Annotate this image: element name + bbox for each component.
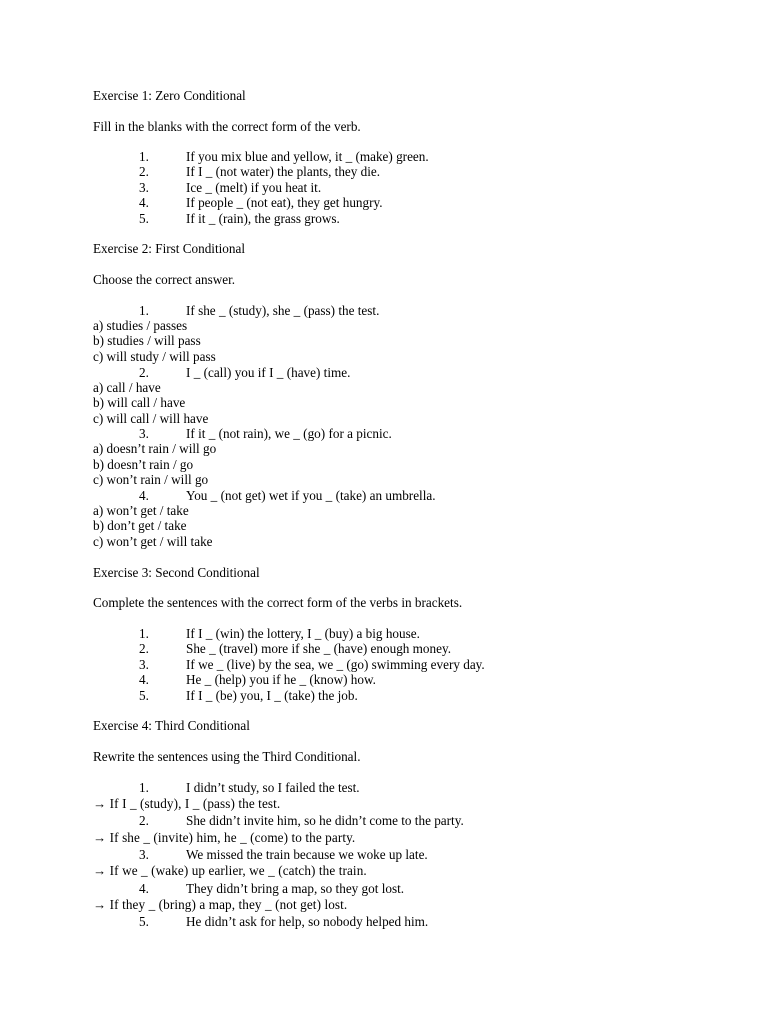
exercise-2-item-4-option-c: c) won’t get / will take <box>93 534 213 549</box>
exercise-2-item-1-option-c: c) will study / will pass <box>93 349 216 364</box>
exercise-1-item-4-number: 4. <box>139 195 149 210</box>
exercise-4-item-1-rewrite: → If I _ (study), I _ (pass) the test. <box>93 796 281 811</box>
exercise-4-item-3-rewrite: → If we _ (wake) up earlier, we _ (catch) the train. <box>93 863 367 878</box>
exercise-2-item-1-option-a: a) studies / passes <box>93 318 188 333</box>
exercise-2-item-2-number: 2. <box>139 365 149 380</box>
exercise-4-title: Exercise 4: Third Conditional <box>93 718 250 733</box>
exercise-2-title: Exercise 2: First Conditional <box>93 241 246 256</box>
exercise-3-item-3-number: 3. <box>139 657 149 672</box>
exercise-1-instruction: Fill in the blanks with the correct form of the verb. <box>93 119 361 134</box>
exercise-4-item-5-text: He didn’t ask for help, so nobody helped him. <box>186 914 429 929</box>
exercise-4-item-1-text: I didn’t study, so I failed the test. <box>186 780 360 795</box>
exercise-2-item-2-option-a: a) call / have <box>93 380 161 395</box>
exercise-1-title: Exercise 1: Zero Conditional <box>93 88 246 103</box>
exercise-2-item-4-option-b: b) don’t get / take <box>93 518 187 533</box>
exercise-2-item-1-option-b: b) studies / will pass <box>93 333 201 348</box>
exercise-4-item-4-rewrite: → If they _ (bring) a map, they _ (not get) lost. <box>93 897 348 912</box>
exercise-2-item-3-text: If it _ (not rain), we _ (go) for a picnic. <box>186 426 392 441</box>
exercise-2-item-3-option-c: c) won’t rain / will go <box>93 472 209 487</box>
exercise-2-item-1-text: If she _ (study), she _ (pass) the test. <box>186 303 380 318</box>
exercise-3-item-1-number: 1. <box>139 626 149 641</box>
exercise-4-item-2-rewrite: → If she _ (invite) him, he _ (come) to the party. <box>93 830 356 845</box>
exercise-2-item-3-option-b: b) doesn’t rain / go <box>93 457 194 472</box>
exercise-4-item-2-text: She didn’t invite him, so he didn’t come to the party. <box>186 813 464 828</box>
exercise-3-item-2-number: 2. <box>139 641 149 656</box>
exercise-3-title: Exercise 3: Second Conditional <box>93 565 260 580</box>
exercise-2-item-4-option-a: a) won’t get / take <box>93 503 189 518</box>
exercise-4-item-3-text: We missed the train because we woke up late. <box>186 847 428 862</box>
exercise-2-item-2-text: I _ (call) you if I _ (have) time. <box>186 365 351 380</box>
exercise-2-item-4-text: You _ (not get) wet if you _ (take) an umbrella. <box>186 488 436 503</box>
exercise-1-item-2-number: 2. <box>139 164 149 179</box>
exercise-3-item-2-text: She _ (travel) more if she _ (have) enough money. <box>186 641 452 656</box>
exercise-3-item-5-text: If I _ (be) you, I _ (take) the job. <box>186 688 358 703</box>
exercise-2-item-3-number: 3. <box>139 426 149 441</box>
exercise-1-item-1-text: If you mix blue and yellow, it _ (make) green. <box>186 149 429 164</box>
exercise-4-item-4-number: 4. <box>139 881 149 896</box>
exercise-4-item-4-text: They didn’t bring a map, so they got lost. <box>186 881 405 896</box>
exercise-4-item-5-number: 5. <box>139 914 149 929</box>
exercise-1-item-2-text: If I _ (not water) the plants, they die. <box>186 164 381 179</box>
exercise-4-item-3-number: 3. <box>139 847 149 862</box>
exercise-4-instruction: Rewrite the sentences using the Third Conditional. <box>93 749 361 764</box>
exercise-1-item-5-number: 5. <box>139 211 149 226</box>
exercise-4-item-2-number: 2. <box>139 813 149 828</box>
exercise-2-item-2-option-b: b) will call / have <box>93 395 186 410</box>
exercise-1-item-3-number: 3. <box>139 180 149 195</box>
exercise-2-item-1-number: 1. <box>139 303 149 318</box>
exercise-1-item-1-number: 1. <box>139 149 149 164</box>
exercise-3-item-3-text: If we _ (live) by the sea, we _ (go) swimming every day. <box>186 657 485 672</box>
exercise-3-item-5-number: 5. <box>139 688 149 703</box>
exercise-2-item-2-option-c: c) will call / will have <box>93 411 209 426</box>
exercise-1-item-4-text: If people _ (not eat), they get hungry. <box>186 195 383 210</box>
exercise-3-item-4-text: He _ (help) you if he _ (know) how. <box>186 672 376 687</box>
exercise-1-item-3-text: Ice _ (melt) if you heat it. <box>186 180 322 195</box>
exercise-4-item-1-number: 1. <box>139 780 149 795</box>
exercise-1-item-5-text: If it _ (rain), the grass grows. <box>186 211 340 226</box>
exercise-2-item-3-option-a: a) doesn’t rain / will go <box>93 441 217 456</box>
exercise-3-item-1-text: If I _ (win) the lottery, I _ (buy) a big house. <box>186 626 420 641</box>
exercise-3-instruction: Complete the sentences with the correct form of the verbs in brackets. <box>93 595 463 610</box>
exercise-3-item-4-number: 4. <box>139 672 149 687</box>
exercise-2-instruction: Choose the correct answer. <box>93 272 236 287</box>
exercise-2-item-4-number: 4. <box>139 488 149 503</box>
